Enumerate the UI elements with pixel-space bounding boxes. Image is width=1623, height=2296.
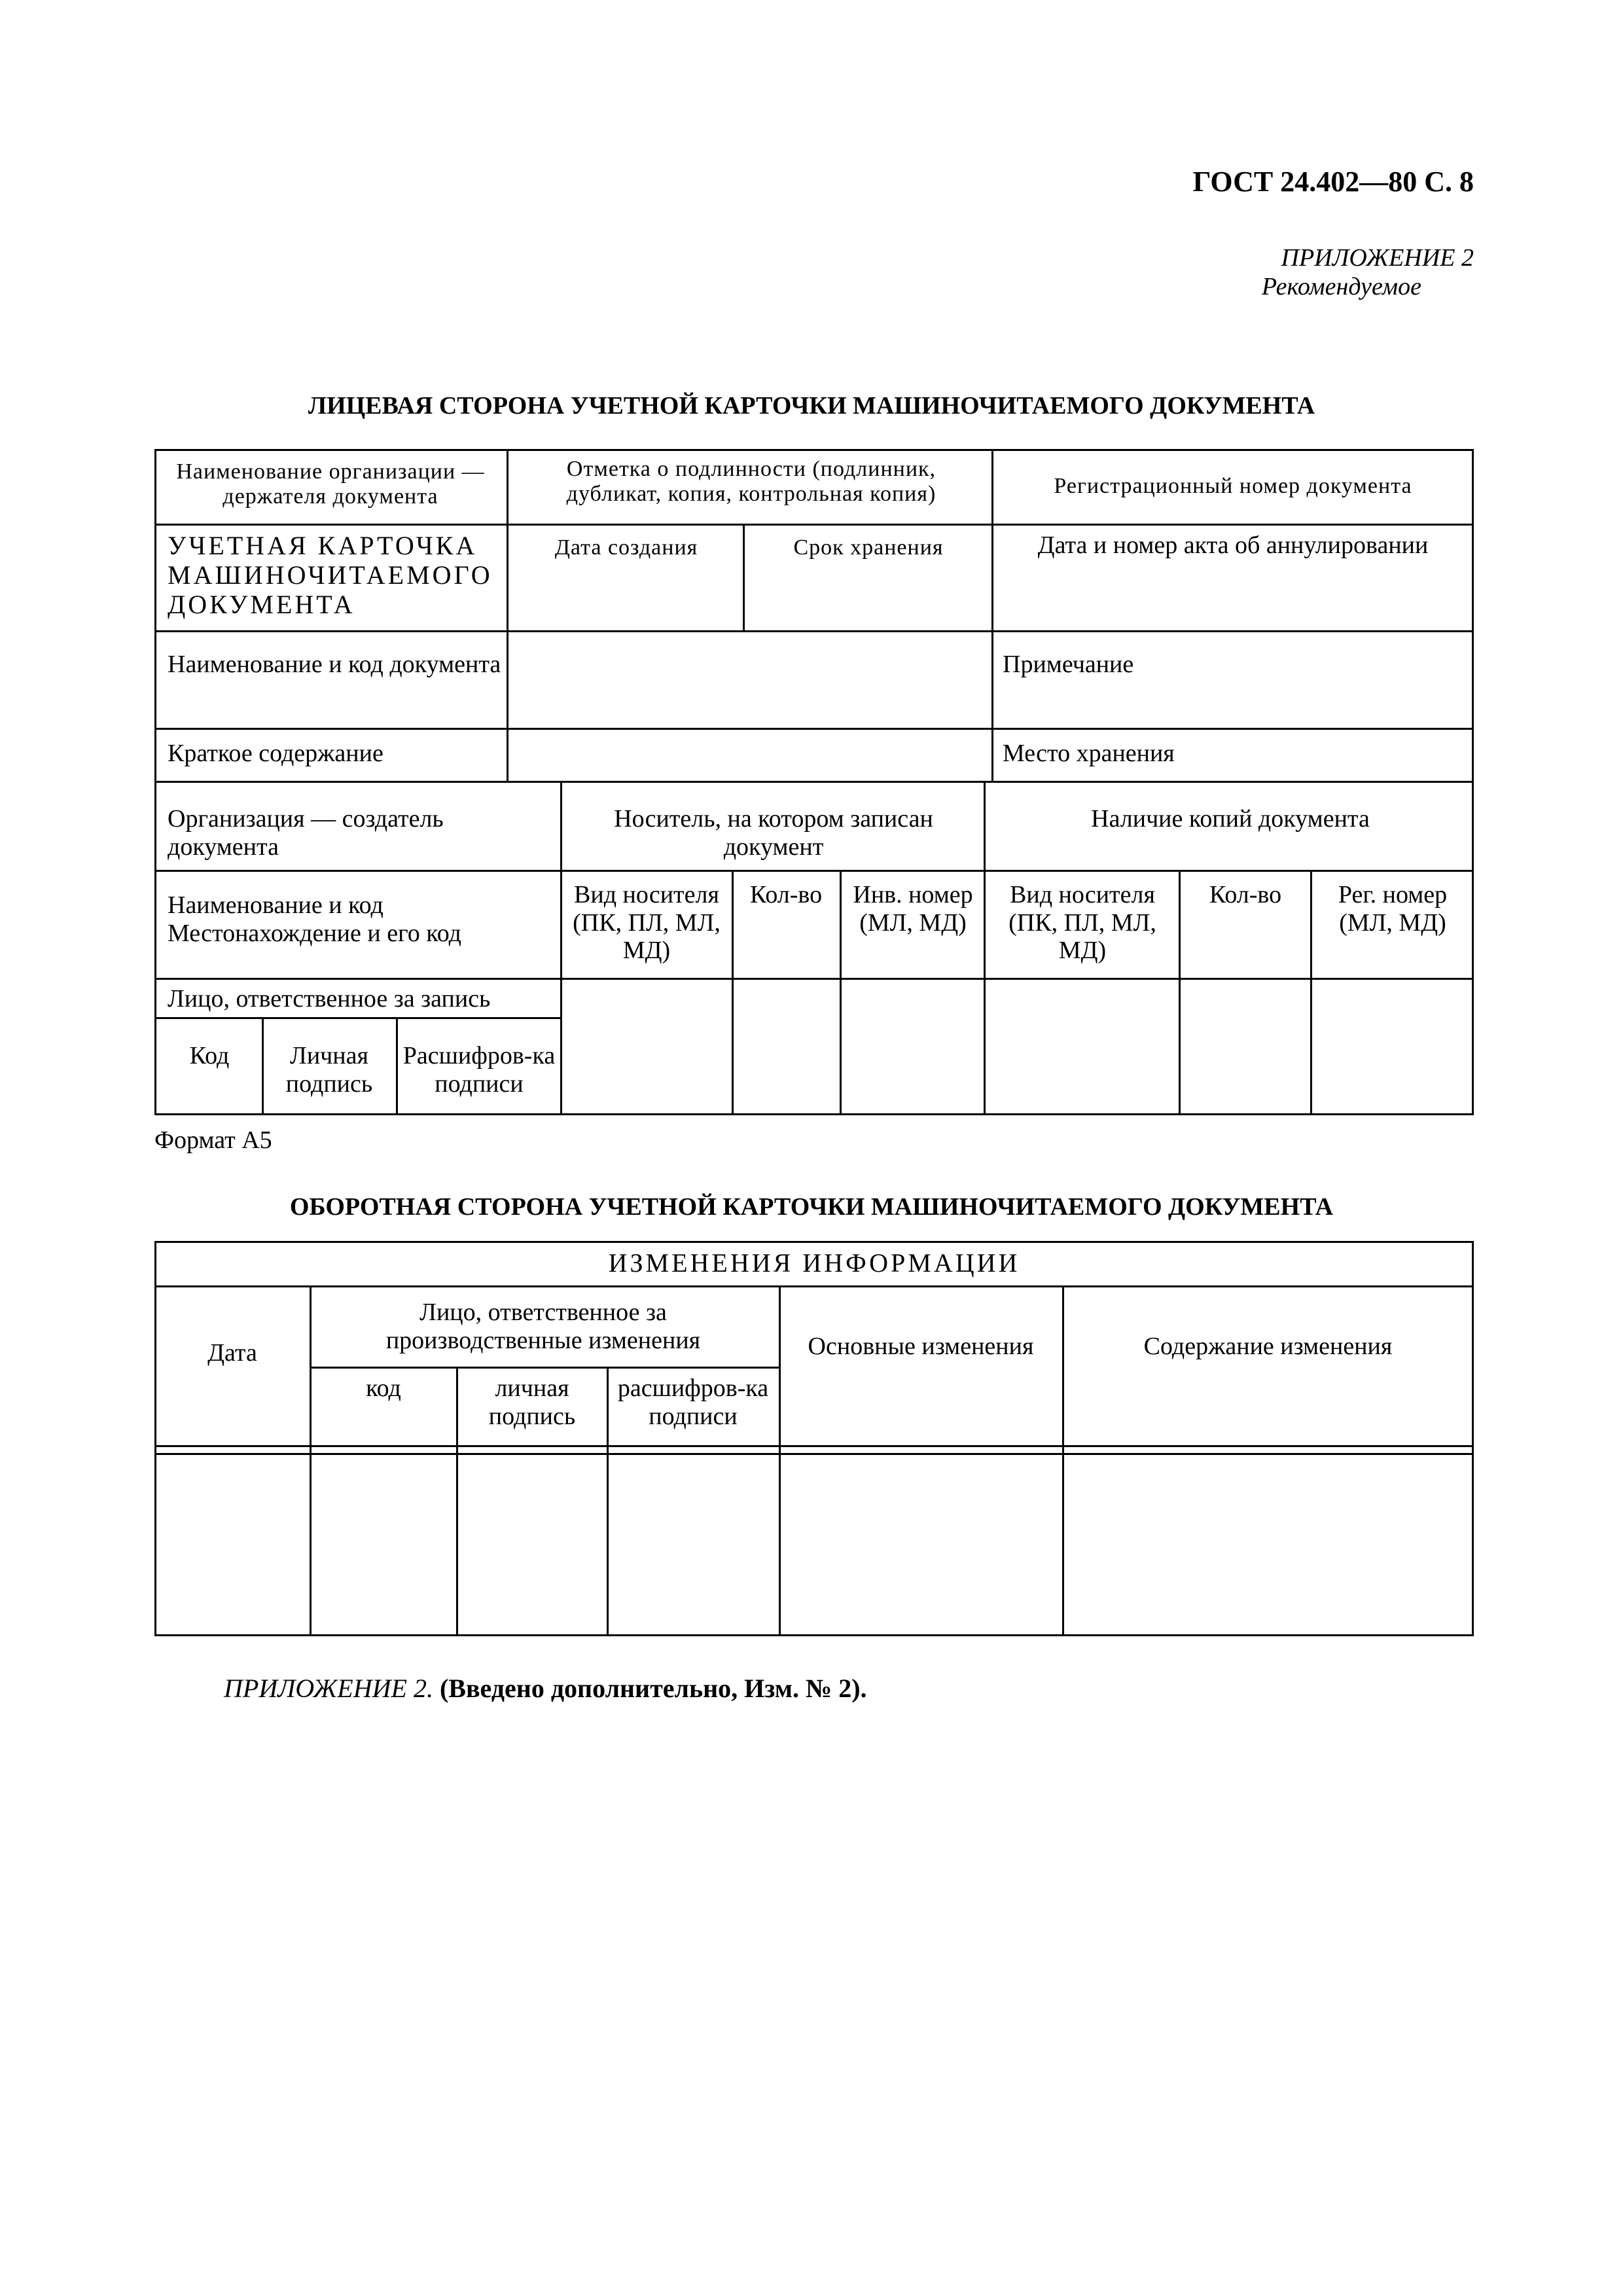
note-label: Примечание: [1003, 651, 1134, 678]
qty-label: Кол-во: [749, 881, 823, 908]
date-created-label: Дата создания: [554, 535, 698, 560]
org-name-label: Наименование организации — держателя документа: [176, 459, 485, 509]
back-side-title: ОБОРОТНАЯ СТОРОНА УЧЕТНОЙ КАРТОЧКИ МАШИНОЧИТАЕМОГО ДОКУМЕНТА: [289, 1193, 1334, 1221]
changes-header: ИЗМЕНЕНИЯ ИНФОРМАЦИИ: [608, 1248, 1020, 1278]
reg-number-label: Регистрационный номер документа: [1054, 474, 1412, 498]
appendix-number: ПРИЛОЖЕНИЕ 2: [1281, 244, 1474, 272]
format-note: Формат А5: [154, 1126, 272, 1154]
signature-decoding-label: Расшифров-ка подписи: [402, 1042, 556, 1098]
inv-number-label: Инв. номер (МЛ, МД): [853, 881, 973, 937]
storage-place-label: Место хранения: [1003, 740, 1175, 767]
summary-label: Краткое содержание: [168, 740, 383, 767]
storage-term-label: Срок хранения: [793, 535, 944, 560]
copy-qty-label: Кол-во: [1209, 881, 1282, 908]
carrier-type-label: Вид носителя (ПК, ПЛ, МЛ, МД): [573, 881, 721, 965]
date-label: Дата: [207, 1339, 257, 1367]
front-side-title: ЛИЦЕВАЯ СТОРОНА УЧЕТНОЙ КАРТОЧКИ МАШИНОЧИТАЕМОГО ДОКУМЕНТА: [308, 392, 1315, 420]
code-label-back: код: [366, 1374, 401, 1402]
org-creator-label: Организация — создатель документа: [168, 805, 444, 861]
authenticity-label: Отметка о подлинности (подлинник, дубликат, копия, контрольная копия): [566, 457, 936, 507]
copies-label: Наличие копий документа: [1091, 805, 1370, 833]
footnote-appendix: ПРИЛОЖЕНИЕ 2.: [224, 1674, 433, 1703]
copy-reg-number-label: Рег. номер (МЛ, МД): [1338, 881, 1448, 937]
main-changes-label: Основные изменения: [808, 1333, 1034, 1360]
doc-name-code-label: Наименование и код документа: [168, 651, 501, 678]
signature-label-back: личная подпись: [488, 1374, 576, 1430]
responsible-label: Лицо, ответственное за запись: [168, 985, 491, 1013]
copy-carrier-type-label: Вид носителя (ПК, ПЛ, МЛ, МД): [1008, 881, 1156, 965]
footnote-added: (Введено дополнительно, Изм. № 2).: [439, 1674, 867, 1703]
change-content-label: Содержание изменения: [1143, 1333, 1393, 1360]
card-title: УЧЕТНАЯ КАРТОЧКА МАШИНОЧИТАЕМОГО ДОКУМЕНТА: [168, 531, 493, 619]
appendix-status: Рекомендуемое: [1261, 273, 1421, 300]
name-code-location-label: Наименование и код Местонахождение и его код: [168, 891, 461, 947]
annul-act-label: Дата и номер акта об аннулировании: [1037, 531, 1429, 559]
document-code: ГОСТ 24.402—80 С. 8: [1192, 166, 1474, 198]
code-label: Код: [189, 1042, 230, 1069]
signature-label: Личная подпись: [285, 1042, 373, 1098]
carrier-label: Носитель, на котором записан документ: [614, 805, 933, 861]
responsible-changes-label: Лицо, ответственное за производственные изменения: [385, 1299, 701, 1354]
footnote: [224, 1673, 867, 1704]
signature-decoding-label-back: расшифров-ка подписи: [617, 1374, 769, 1430]
